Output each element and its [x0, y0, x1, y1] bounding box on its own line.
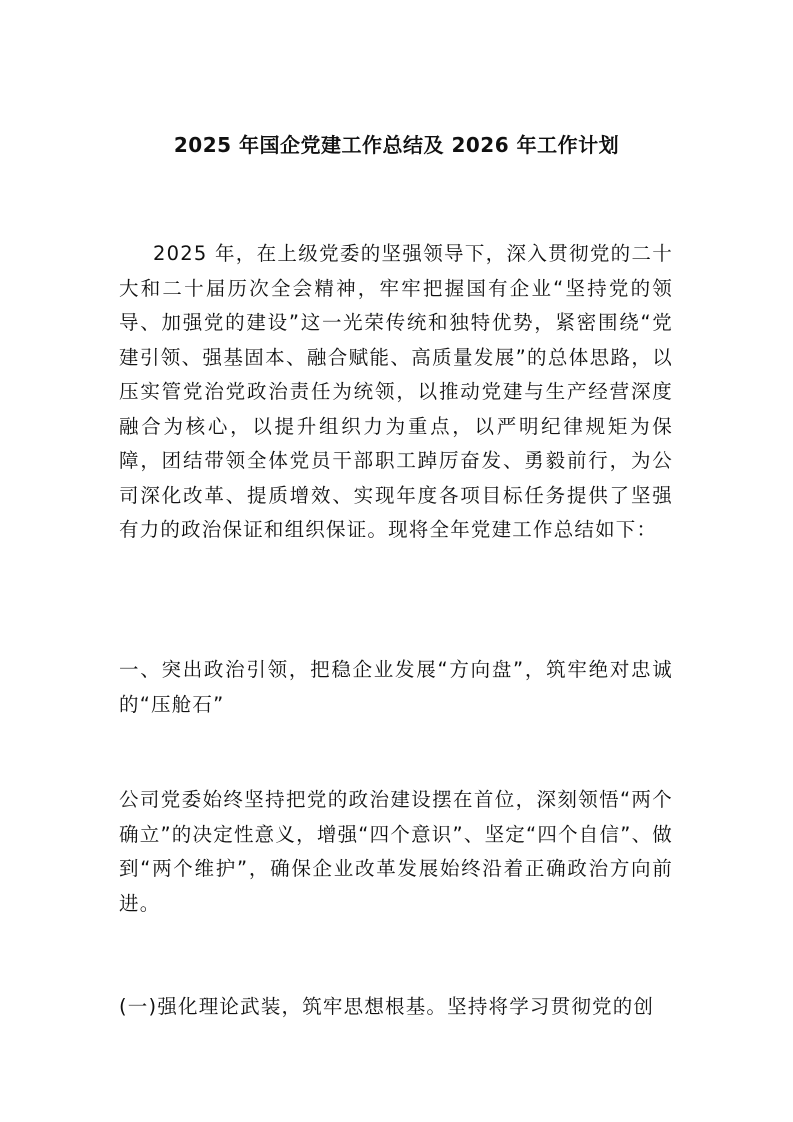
section-heading: 一、突出政治引领，把稳企业发展“方向盘”，筑牢绝对忠诚的“压舱石” — [119, 658, 673, 716]
intro-paragraph: 2025 年，在上级党委的坚强领导下，深入贯彻党的二十大和二十届历次全会精神，牢牢把握国有企业“坚持党的领导、加强党的建设”这一光荣传统和独特优势，紧密围绕“党建引领、强基固本、融合赋能、高质量发展”的总体思路，以压实管党治党政治责任为统领，以推动党建与生产经营深度融合为核心，以提升组织力为重点，以严明纪律规矩为保障，团结带领全体党员干部职工踔厉奋发、勇毅前行，为公司深化改革、提质增效、实现年度各项目标任务提供了坚强有力的政治保证和组织保证。现将全年党建工作总结如下： — [119, 242, 673, 541]
section-paragraph: 公司党委始终坚持把党的政治建设摆在首位，深刻领悟“两个确立”的决定性意义，增强“四个意识”、坚定“四个自信”、做到“两个维护”，确保企业改革发展始终沿着正确政治方向前进。 — [119, 788, 673, 915]
document-title: 2025 年国企党建工作总结及 2026 年工作计划 — [173, 133, 620, 157]
subsection-line: (一)强化理论武装，筑牢思想根基。坚持将学习贯彻党的创 — [119, 995, 655, 1018]
